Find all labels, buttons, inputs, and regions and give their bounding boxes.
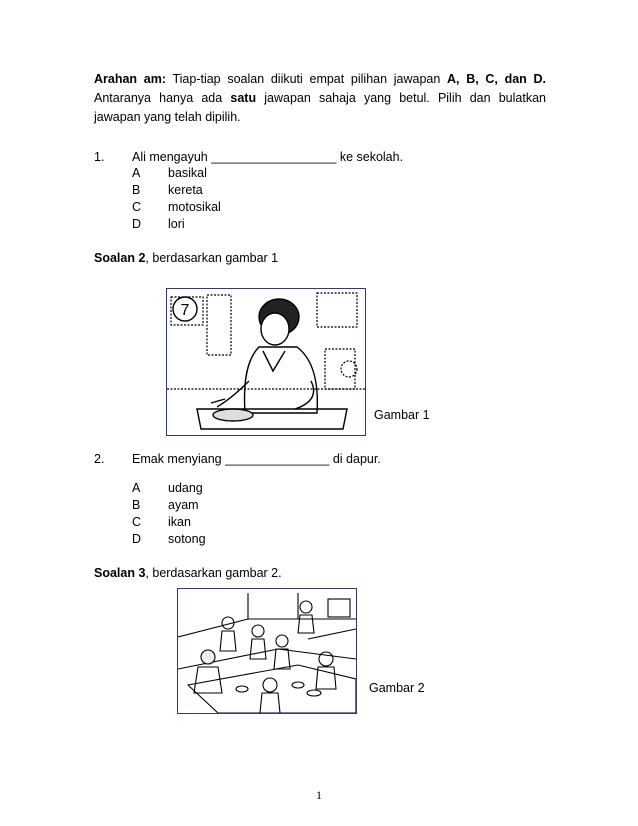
question-number: 2. <box>94 452 105 466</box>
option-text: motosikal <box>168 200 221 214</box>
option-2d[interactable] <box>132 532 206 546</box>
woman-cleaning-fish-illustration <box>167 289 365 435</box>
question-number: 1. <box>94 150 105 164</box>
option-letter: A <box>132 481 141 495</box>
instructions-text-3: jawapan sahaja yang betul. Pilih dan bulatkan jawapan yang telah dipilih. <box>94 91 546 124</box>
section-heading-2 <box>94 251 278 265</box>
option-letter: C <box>132 515 142 529</box>
question-2 <box>94 452 554 472</box>
section-heading-rest: , berdasarkan gambar 2. <box>145 566 282 580</box>
option-text: udang <box>168 481 203 495</box>
option-letter: B <box>132 183 141 197</box>
option-text: basikal <box>168 166 207 180</box>
canteen-children-eating-illustration <box>178 589 356 713</box>
instructions-text-2: Antaranya hanya ada <box>94 91 231 105</box>
option-text: ikan <box>168 515 191 529</box>
section-heading-3 <box>94 566 282 580</box>
question-text: Ali mengayuh __________________ ke sekolah. <box>132 150 404 164</box>
option-1d[interactable] <box>132 217 185 231</box>
option-text: ayam <box>168 498 199 512</box>
instructions-options: A, B, C, dan D. <box>447 72 546 86</box>
option-1b[interactable] <box>132 183 203 197</box>
option-letter: D <box>132 532 142 546</box>
option-letter: D <box>132 217 142 231</box>
page-number: 1 <box>316 788 322 802</box>
instructions-label: Arahan am: <box>94 72 166 86</box>
option-text: sotong <box>168 532 206 546</box>
option-2b[interactable] <box>132 498 199 512</box>
option-2c[interactable] <box>132 515 191 529</box>
section-heading-bold: Soalan 2 <box>94 251 146 265</box>
option-text: kereta <box>168 183 203 197</box>
option-1a[interactable] <box>132 166 207 180</box>
figure-2-image <box>177 588 357 714</box>
option-2a[interactable] <box>132 481 203 495</box>
option-letter: A <box>132 166 141 180</box>
figure-1-caption: Gambar 1 <box>374 408 430 422</box>
section-heading-rest: , berdasarkan gambar 1 <box>145 251 279 265</box>
figure-2-caption: Gambar 2 <box>369 681 425 695</box>
figure-1-image <box>166 288 366 436</box>
section-heading-bold: Soalan 3 <box>94 566 146 580</box>
question-text: Emak menyiang _______________ di dapur. <box>132 452 381 466</box>
option-letter: C <box>132 200 142 214</box>
instructions <box>94 70 546 127</box>
instructions-bold-word: satu <box>230 91 257 105</box>
instructions-text-1: Tiap-tiap soalan diikuti empat pilihan jawapan <box>166 72 448 86</box>
option-1c[interactable] <box>132 200 221 214</box>
figure-badge: 7 <box>180 302 190 319</box>
option-letter: B <box>132 498 141 512</box>
option-text: lori <box>168 217 185 231</box>
